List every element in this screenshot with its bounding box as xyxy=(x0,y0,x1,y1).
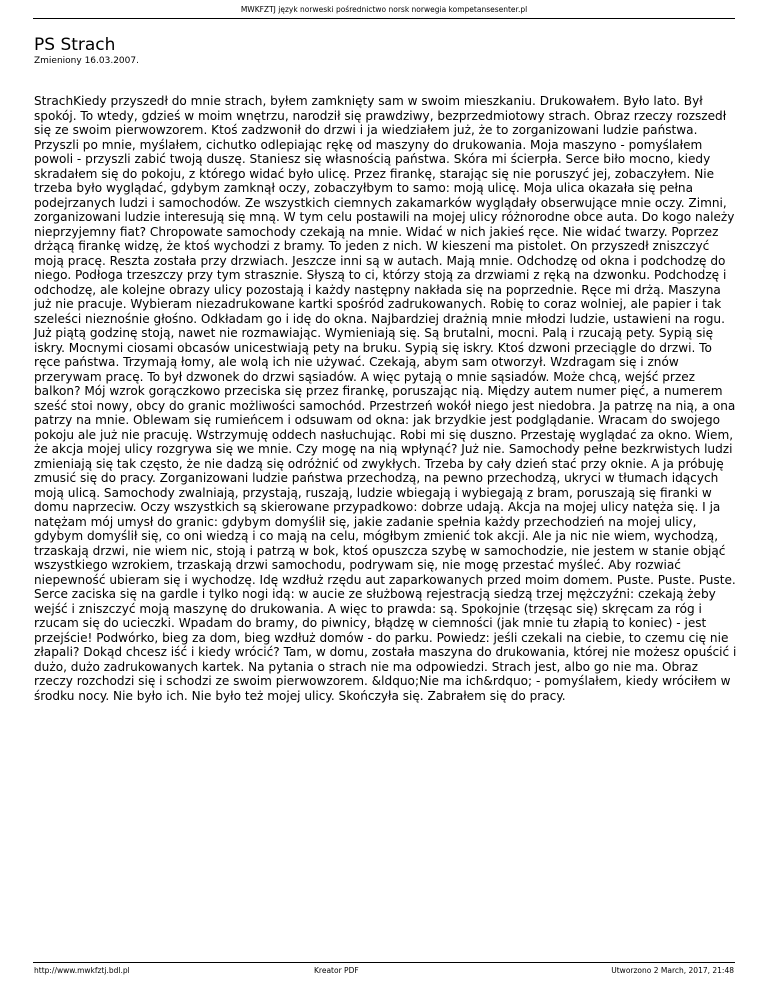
footer-generator: Kreator PDF xyxy=(314,966,359,975)
modified-date: Zmieniony 16.03.2007. xyxy=(34,56,139,66)
footer-divider xyxy=(33,962,735,963)
header-divider xyxy=(33,18,735,19)
document-title: PS Strach xyxy=(34,35,116,55)
article-body: StrachKiedy przyszedł do mnie strach, byłem zamknięty sam w swoim mieszkaniu. Drukowałem. Było lato. Był spokój. To wtedy, gdzieś w moim wnętrzu, narodził się prawdziwy, bezprzedmiotowy strach. Obraz rzeczy rozszedł się ze swoim pierwowzorem. Ktoś zadzwonił do drzwi i ja wiedziałem już, że to zorganizowani ludzie państwa. Przyszli po mnie, myślałem, cichutko odlepiając rękę od maszyny do drukowania. Moja maszyno - pomyślałem powoli - przyszli zabić twoją duszę. Staniesz się własnością państwa. Skóra mi ścierpła. Serce biło mocno, kiedy skradałem się do pokoju, z którego widać było ulicę. Przez firankę, starając się nie poruszyć jej, zobaczyłem. Nie trzeba było wyglądać, gdybym zamknął oczy, zobaczyłbym to samo: moją ulicę. Moja ulica okazała się pełna podejrzanych ludzi i samochodów. Ze wszystkich ciemnych zakamarków wyglądały obserwujące mnie oczy. Zimni, zorganizowani ludzie interesują się mną. W tym celu postawili na mojej ulicy różnorodne obce auta. Do kogo należy nieprzyjemny fiat? Chropowate samochody czekają na mnie. Widać w nich jakieś ręce. Nie widać twarzy. Poprzez drżącą firankę widzę, że ktoś wychodzi z bramy. To jeden z nich. W kieszeni ma pistolet. On przyszedł zniszczyć moją pracę. Reszta została przy drzwiach. Jeszcze inni są w autach. Mają mnie. Odchodzę od okna i podchodzę do niego. Podłoga trzeszczy przy tym strasznie. Słyszą to ci, którzy stoją za drzwiami z ręką na dzwonku. Podchodzę i odchodzę, ale kolejne obrazy ulicy pozostają i każdy następny nakłada się na poprzednie. Ręce mi drżą. Maszyna już nie pracuje. Wybieram niezadrukowane kartki spośród zadrukowanych. Robię to coraz wolniej, ale papier i tak szeleści nieznośnie głośno. Odkładam go i idę do okna. Najbardziej drażnią mnie młodzi ludzie, ustawieni na rogu. Już piątą godzinę stoją, nawet nie rozmawiając. Wymieniają się. Są brutalni, mocni. Palą i rzucają pety. Sypią się iskry. Mocnymi ciosami obcasów unicestwiają pety na bruku. Sypią się iskry. Ktoś dzwoni przeciągle do drzwi. To ręce państwa. Trzymają łomy, ale wolą ich nie używać. Czekają, abym sam otworzył. Wzdragam się i znów przerywam pracę. To był dzwonek do drzwi sąsiadów. A więc pytają o mnie sąsiadów. Może chcą, wejść przez balkon? Mój wzrok gorączkowo przeciska się przez firankę, poruszając nią. Między autem numer pięć, a numerem sześć stoi nowy, obcy do granic możliwości samochód. Przestrzeń wokół niego jest niedobra. Ja patrzę na nią, a ona patrzy na mnie. Oblewam się rumieńcem i odsuwam od okna: jak brzydkie jest podglądanie. Wracam do swojego pokoju ale już nie pracuję. Wstrzymuję oddech nasłuchując. Robi mi się duszno. Przestaję wyglądać za okno. Wiem, że akcja mojej ulicy rozgrywa się we mnie. Czy mogę na nią wpłynąć? Już nie. Samochody pełne bezkrwistych ludzi zmieniają się tak często, że nie dadzą się odróżnić od zwykłych. Trzeba by cały dzień stać przy oknie. A ja próbuję zmusić się do pracy. Zorganizowani ludzie państwa przechodzą, na pewno przechodzą, ukryci w tłumach idących moją ulicą. Samochody zwalniają, przystają, ruszają, ludzie wbiegają i wybiegają z bram, poruszają się firanki w domu naprzeciw. Oczy wszystkich są skierowane przypadkowo: dobrze udają. Akcja na mojej ulicy natęża się. I ja natężam mój umysł do granic: gdybym domyślił się, jakie zadanie spełnia każdy przechodzień na mojej ulicy, gdybym domyślił się, co oni wiedzą i co mają na celu, mógłbym zmienić tok akcji. Ale ja nic nie wiem, wychodzą, trzaskają drzwi, nie wiem nic, stoją i patrzą w bok, ktoś opuszcza szybę w samochodzie, nie jestem w stanie objąć wszystkiego wzrokiem, trzaskają drzwi samochodu, podrywam się, nie mogę przestać myśleć. Aby rozwiać niepewność ubieram się i wychodzę. Idę wzdłuż rzędu aut zaparkowanych przed moim domem. Puste. Puste. Puste. Serce zaciska się na gardle i tylko nogi idą: w aucie ze służbową rejestracją siedzą trzej mężczyźni: czekają żeby wejść i zniszczyć moją maszynę do drukowania. A więc to prawda: są. Spokojnie (trzęsąc się) skręcam za róg i rzucam się do ucieczki. Wpadam do bramy, do piwnicy, błądzę w ciemności (jak mnie tu złapią to koniec) - jest przejście! Podwórko, bieg za dom, bieg wzdłuż domów - do parku. Powiedz: jeśli czekali na ciebie, to czemu cię nie złapali? Dokąd chcesz iść i kiedy wrócić? Tam, w domu, została maszyna do drukowania, której nie możesz opuścić i dużo, dużo zadrukowanych kartek. Na pytania o strach nie ma odpowiedzi. Strach jest, albo go nie ma. Obraz rzeczy rozchodzi się i schodzi ze swoim pierwowzorem. &ldquo;Nie ma ich&rdquo; - pomyślałem, kiedy wróciłem w środku nocy. Nie było ich. Nie było też mojej ulicy. Skończyła się. Zabrałem się do pracy. xyxy=(34,94,737,703)
footer-created-date: Utworzono 2 March, 2017, 21:48 xyxy=(611,966,734,975)
page-header: MWKFZTJ język norweski pośrednictwo norsk norwegia kompetansesenter.pl xyxy=(240,5,528,14)
footer-url: http://www.mwkfztj.bdl.pl xyxy=(34,966,130,975)
